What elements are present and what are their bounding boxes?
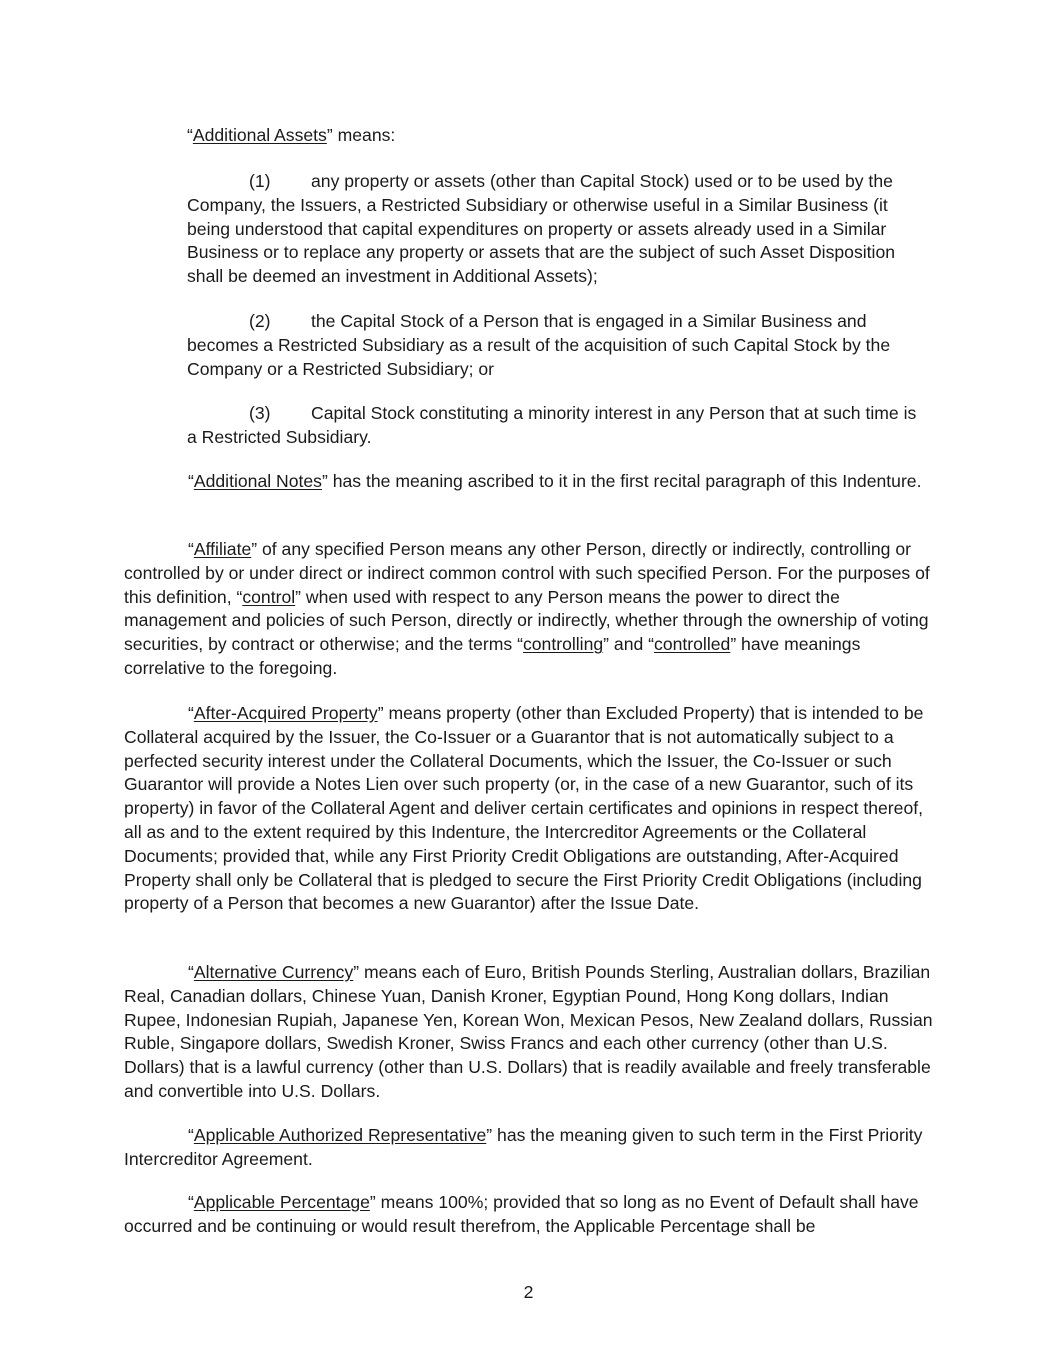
defined-term: Additional Notes [193, 471, 322, 491]
page-number: 2 [523, 1282, 534, 1302]
definition-alternative-currency: “Alternative Currency” means each of Euro, British Pounds Sterling, Australian dollars, Brazilian Real, Canadian dollars, Chinese Yuan, Danish Kroner, Egyptian Pound, Hong Kong dollars, Indian Rupee, Indonesian Rupiah, Japanese Yen, Korean Won, Mexican Pesos, New Zealand dollars, Russian Ruble, Singapore dollars, Swedish Kroner, Swiss Francs and each other currency (other than U.S. Dollars) that is a lawful currency (other than U.S. Dollars) that is readily available and freely transferable and convertible into U.S. Dollars. [124, 962, 933, 1101]
defined-term: Additional Assets [192, 125, 327, 145]
defined-term: control [242, 586, 296, 607]
list-item: (2) the Capital Stock of a Person that is engaged in a Similar Business and becomes a Restricted Subsidiary as a result of the acquisition of such Capital Stock by the Company or a Restricted Subsidiary; or [187, 311, 891, 379]
defined-term: Alternative Currency [193, 962, 354, 982]
definition-affiliate: “Affiliate” of any specified Person means any other Person, directly or indirectly, controlling or controlled by or under direct or indirect common control with such specified Person. For the purposes of this definition, “control” when used with respect to any Person means the power to direct the management and policies of such Person, directly or indirectly, whether through the ownership of voting securities, by contract or otherwise; and the terms “controlling” and “controlled” have meanings correlative to the foregoing. [124, 539, 930, 678]
defined-term: Applicable Percentage [193, 1192, 370, 1212]
definition-additional-assets: “Additional Assets” means: [187, 125, 396, 145]
defined-term: After-Acquired Property [193, 703, 378, 723]
list-item: (3) Capital Stock constituting a minority interest in any Person that at such time is a Restricted Subsidiary. [187, 403, 917, 447]
list-item: (1) any property or assets (other than Capital Stock) used or to be used by the Company, the Issuers, a Restricted Subsidiary or otherwise useful in a Similar Business (it being understood that capital expenditures on property or assets already used in a Similar Business or to replace any property or assets that are the subject of such Asset Disposition shall be deemed an investment in Additional Assets); [187, 171, 896, 287]
defined-term: controlled [654, 634, 731, 655]
definition-applicable-authorized-representative: “Applicable Authorized Representative” has the meaning given to such term in the First Priority Intercreditor Agreement. [124, 1125, 923, 1169]
definition-applicable-percentage: “Applicable Percentage” means 100%; provided that so long as no Event of Default shall have occurred and be continuing or would result therefrom, the Applicable Percentage shall be [124, 1192, 919, 1236]
defined-term: Affiliate [193, 539, 252, 559]
defined-term: controlling [522, 634, 604, 655]
definition-after-acquired-property: “After-Acquired Property” means property (other than Excluded Property) that is intended to be Collateral acquired by the Issuer, the Co-Issuer or a Guarantor that is not automatically subject to a perfected security interest under the Collateral Documents, which the Issuer, the Co-Issuer or such Guarantor will provide a Notes Lien over such property (or, in the case of a new Guarantor, such of its property) in favor of the Collateral Agent and deliver certain certificates and opinions in respect thereof, all as and to the extent required by this Indenture, the Intercreditor Agreements or the Collateral Documents; provided that, while any First Priority Credit Obligations are outstanding, After-Acquired Property shall only be Collateral that is pledged to secure the First Priority Credit Obligations (including property of a Person that becomes a new Guarantor) after the Issue Date. [124, 703, 924, 914]
defined-term: Applicable Authorized Representative [193, 1125, 487, 1145]
definition-additional-notes: “Additional Notes” has the meaning ascribed to it in the first recital paragraph of this Indenture. [188, 471, 922, 491]
